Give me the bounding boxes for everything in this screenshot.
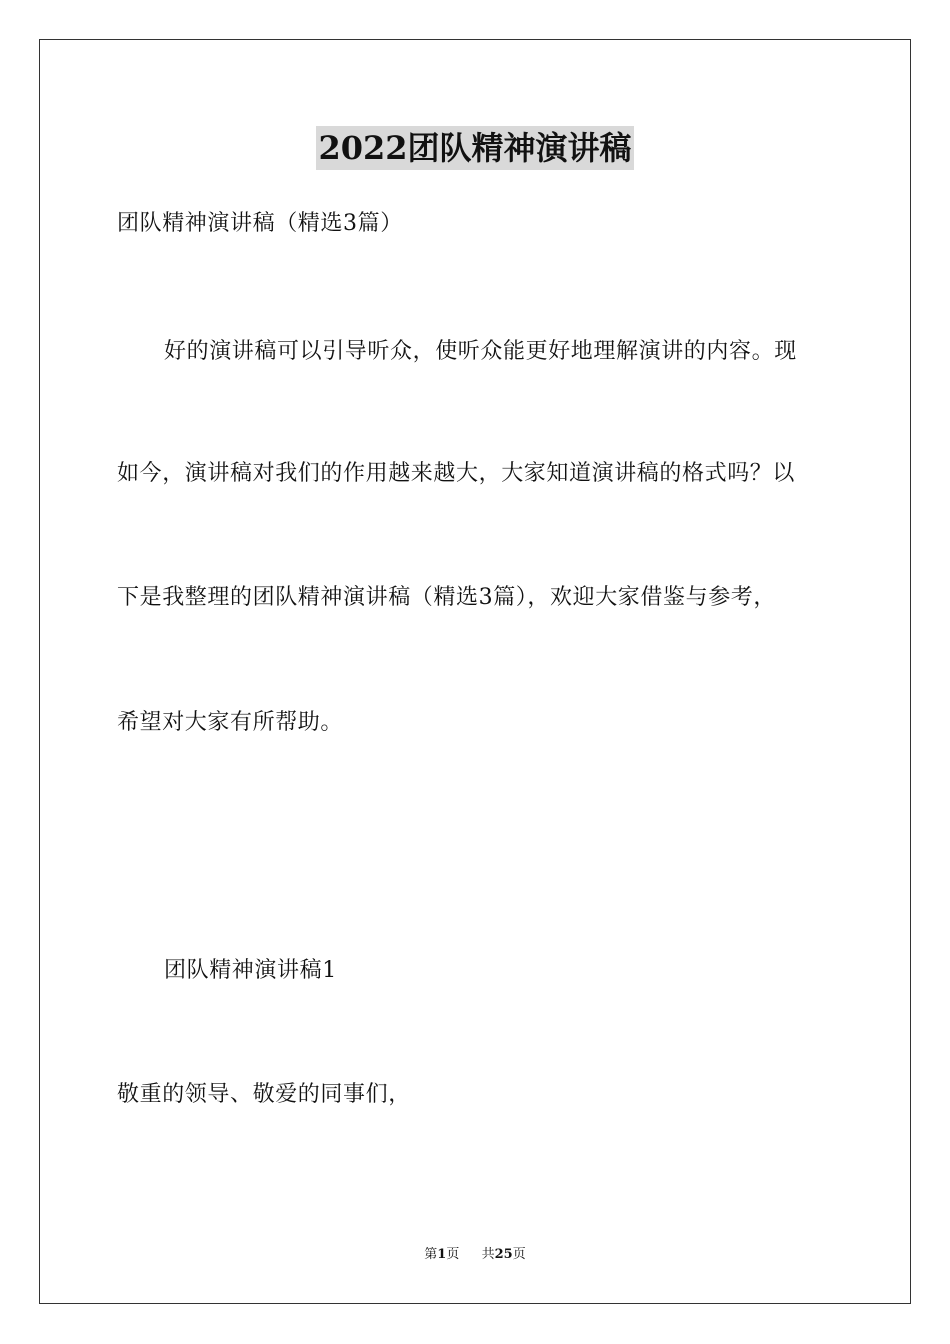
intro-line-4: 希望对大家有所帮助。: [117, 710, 344, 735]
footer-page-suffix: 页: [446, 1247, 460, 1262]
footer-total-prefix: 共: [481, 1247, 495, 1262]
page-footer: [0, 1246, 950, 1264]
intro-line-2: 如今，演讲稿对我们的作用越来越大，大家知道演讲稿的格式吗？以: [117, 461, 796, 486]
footer-total-pages: 25: [494, 1247, 513, 1262]
intro-line-3: 下是我整理的团队精神演讲稿（精选3篇），欢迎大家借鉴与参考，: [117, 585, 776, 610]
footer-page-number: 1: [437, 1247, 447, 1262]
section-heading: 团队精神演讲稿1: [164, 958, 337, 983]
salutation: 敬重的领导、敬爱的同事们，: [117, 1082, 411, 1107]
document-title: 2022团队精神演讲稿: [316, 126, 633, 170]
title-container: [0, 126, 950, 170]
document-subtitle: 团队精神演讲稿（精选3篇）: [117, 211, 403, 236]
footer-total-suffix: 页: [512, 1247, 526, 1262]
intro-line-1: 好的演讲稿可以引导听众，使听众能更好地理解演讲的内容。现: [164, 339, 797, 364]
footer-page-prefix: 第: [424, 1247, 438, 1262]
